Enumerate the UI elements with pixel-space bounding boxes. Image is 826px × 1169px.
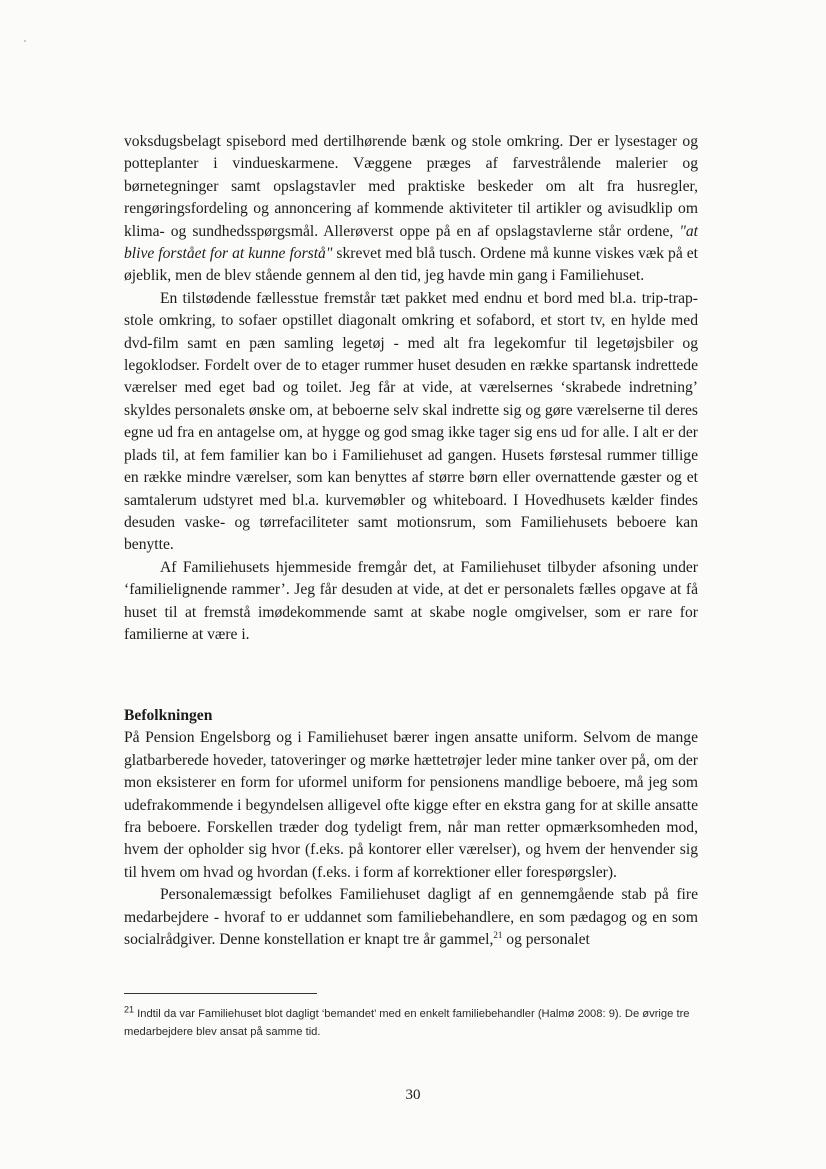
paragraph-1-continuation: skrevet med blå tusch. Ordene må kunne viskes væk på et øjeblik, men de blev stående gennem al den tid, jeg havde min gang i Familiehuset. (124, 245, 698, 285)
paragraph-2: En tilstødende fællesstue fremstår tæt pakket med endnu et bord med bl.a. trip-trap-stole omkring, to sofaer opstillet diagonalt omkring et sofabord, et stort tv, en hylde med dvd-film samt en pæn samling legetøj - med alt fra legekomfur til legetøjsbiler og legoklodser. Fordelt over de to etager rummer huset desuden en række spartansk indrettede værelser med eget bad og toilet. Jeg får at vide, at værelsernes ‘skrabede indretning’ skyldes personalets ønske om, at beboerne selv skal indrette sig og gøre værelserne til deres egne ud fra en antagelse om, at hygge og god smag ikke tager sig ens ud for alle. I alt er der plads til, at fem familier kan bo i Familiehuset ad gangen. Husets førstesal rummer tillige en række mindre værelser, som kan benyttes af større børn eller overnattende gæster og et samtalerum udstyret med bl.a. kurvemøbler og whiteboard. I Hovedhusets kælder findes desuden vaske- og tørrefaciliteter samt motionsrum, som Familiehusets beboere kan benytte. (124, 289, 698, 554)
body-text-top (124, 131, 698, 646)
quote-text: "at blive forstået for at kunne forstå" (124, 222, 698, 263)
footnote (124, 1005, 698, 1041)
paragraph-4: På Pension Engelsborg og i Familiehuset bærer ingen ansatte uniform. Selvom de mange glatbarberede hoveder, tatoveringer og mørke hættetrøjer leder mine tanker over på, om der mon eksisterer en form for uformel uniform for pensionens mandlige beboere, må jeg som udefrakommende i begyndelsen alligevel ofte kigge efter en ekstra gang for at skille ansatte fra beboere. Forskellen træder dog tydeligt frem, når man retter opmærksomheden mod, hvem der opholder sig hvor (f.eks. på kontorer eller værelser), og hvem der henvender sig til hvem om hvad og hvordan (f.eks. i form af korrektioner eller forespørgsler). (124, 729, 698, 881)
footnote-text: Indtil da var Familiehuset blot dagligt ‘bemandet’ med en enkelt familiebehandler (Halmø 2008: 9). De øvrige tre medarbejdere blev ansat på samme tid. (124, 1008, 690, 1038)
paragraph-1-text: voksdugsbelagt spisebord med dertilhørende bænk og stole omkring. Der er lysestager og potteplanter i vindueskarmene. Væggene præges af farvestrålende malerier og børnetegninger samt opslagstavler med praktiske beskeder om alt fra husregler, rengøringsfordeling og annoncering af kommende aktiviteter til artikler og avisudklip om klima- og sundhedsspørgsmål. Allerøverst oppe på en af opslagstavlerne står ordene, (124, 133, 698, 240)
footnote-reference[interactable]: 21 (493, 929, 503, 940)
body-text-bottom (124, 705, 698, 951)
paragraph-5-text: Personalemæssigt befolkes Familiehuset dagligt af en gennemgående stab på fire medarbejdere - hvoraf to er uddannet som familiebehandlere, en som pædagog og en som socialrådgiver. Denne konstellation er knapt tre år gammel, (124, 886, 698, 949)
footnote-number: 21 (124, 1004, 135, 1015)
paragraph-3: Af Familiehusets hjemmeside fremgår det, at Familiehuset tilbyder afsoning under ‘familielignende rammer’. Jeg får desuden at vide, at det er personalets fælles opgave at få huset til at fremstå imødekommende samt at skabe nogle omgivelser, som er rare for familierne at være i. (124, 558, 698, 643)
paragraph-1 (124, 131, 698, 288)
footnote-divider (124, 993, 317, 994)
paragraph-5 (124, 884, 698, 951)
paragraph-5-end: og personalet (506, 931, 590, 949)
section-heading: Befolkningen (124, 707, 213, 724)
scan-speck (24, 40, 26, 42)
page-number: 30 (405, 1087, 421, 1103)
